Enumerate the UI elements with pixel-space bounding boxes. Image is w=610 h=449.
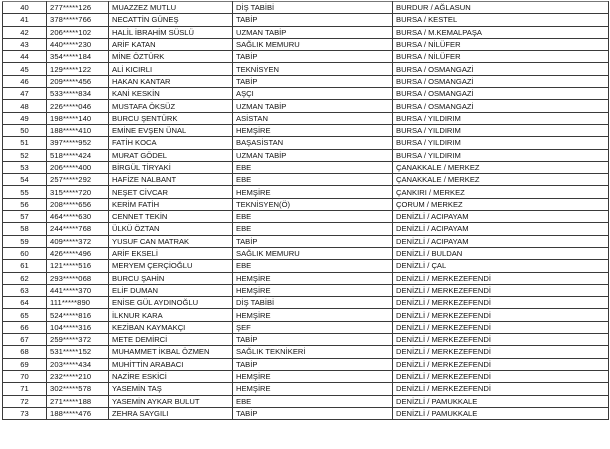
table-row xyxy=(3,26,609,38)
row-number-cell: 72 xyxy=(3,395,47,407)
row-number-cell: 57 xyxy=(3,211,47,223)
id-number-cell: 426*****496 xyxy=(47,247,109,259)
full-name-cell: METE DEMİRCİ xyxy=(109,334,233,346)
location-cell: DENİZLİ / MERKEZEFENDİ xyxy=(393,297,609,309)
job-title-cell: TEKNİSYEN(Ö) xyxy=(233,198,393,210)
full-name-cell: HALİL İBRAHİM SÜSLÜ xyxy=(109,26,233,38)
table-row xyxy=(3,137,609,149)
job-title-cell: HEMŞİRE xyxy=(233,124,393,136)
location-cell: DENİZLİ / MERKEZEFENDİ xyxy=(393,334,609,346)
row-number-cell: 69 xyxy=(3,358,47,370)
location-cell: ÇANAKKALE / MERKEZ xyxy=(393,161,609,173)
id-number-cell: 206*****400 xyxy=(47,161,109,173)
id-number-cell: 209*****456 xyxy=(47,75,109,87)
table-row xyxy=(3,14,609,26)
location-cell: DENİZLİ / MERKEZEFENDİ xyxy=(393,370,609,382)
job-title-cell: UZMAN TABİP xyxy=(233,100,393,112)
full-name-cell: YASEMİN AYKAR BULUT xyxy=(109,395,233,407)
id-number-cell: 121*****516 xyxy=(47,260,109,272)
table-row xyxy=(3,38,609,50)
id-number-cell: 518*****424 xyxy=(47,149,109,161)
full-name-cell: BURCU ŞAHİN xyxy=(109,272,233,284)
id-number-cell: 378*****766 xyxy=(47,14,109,26)
row-number-cell: 42 xyxy=(3,26,47,38)
id-number-cell: 315*****720 xyxy=(47,186,109,198)
id-number-cell: 226*****046 xyxy=(47,100,109,112)
row-number-cell: 50 xyxy=(3,124,47,136)
row-number-cell: 49 xyxy=(3,112,47,124)
job-title-cell: HEMŞİRE xyxy=(233,383,393,395)
row-number-cell: 71 xyxy=(3,383,47,395)
location-cell: DENİZLİ / ÇAL xyxy=(393,260,609,272)
row-number-cell: 51 xyxy=(3,137,47,149)
full-name-cell: BURCU ŞENTÜRK xyxy=(109,112,233,124)
row-number-cell: 41 xyxy=(3,14,47,26)
id-number-cell: 531*****152 xyxy=(47,346,109,358)
table-row xyxy=(3,383,609,395)
id-number-cell: 244*****768 xyxy=(47,223,109,235)
location-cell: ÇANKIRI / MERKEZ xyxy=(393,186,609,198)
id-number-cell: 208*****656 xyxy=(47,198,109,210)
table-row xyxy=(3,235,609,247)
table-row xyxy=(3,407,609,419)
full-name-cell: KANİ KESKİN xyxy=(109,88,233,100)
full-name-cell: CENNET TEKİN xyxy=(109,211,233,223)
personnel-table xyxy=(2,1,609,420)
id-number-cell: 257*****292 xyxy=(47,174,109,186)
job-title-cell: EBE xyxy=(233,161,393,173)
location-cell: DENİZLİ / MERKEZEFENDİ xyxy=(393,383,609,395)
full-name-cell: ÜLKÜ ÖZTAN xyxy=(109,223,233,235)
id-number-cell: 198*****140 xyxy=(47,112,109,124)
full-name-cell: NEŞET CİVCAR xyxy=(109,186,233,198)
table-row xyxy=(3,395,609,407)
job-title-cell: DİŞ TABİBİ xyxy=(233,2,393,14)
location-cell: DENİZLİ / ACIPAYAM xyxy=(393,235,609,247)
table-row xyxy=(3,75,609,87)
location-cell: BURSA / NİLÜFER xyxy=(393,38,609,50)
job-title-cell: EBE xyxy=(233,260,393,272)
job-title-cell: SAĞLIK MEMURU xyxy=(233,38,393,50)
table-row xyxy=(3,198,609,210)
table-row xyxy=(3,321,609,333)
location-cell: BURSA / OSMANGAZİ xyxy=(393,63,609,75)
document-page xyxy=(0,1,610,420)
location-cell: BURDUR / AĞLASUN xyxy=(393,2,609,14)
row-number-cell: 43 xyxy=(3,38,47,50)
table-row xyxy=(3,346,609,358)
id-number-cell: 464*****630 xyxy=(47,211,109,223)
table-row xyxy=(3,297,609,309)
location-cell: DENİZLİ / PAMUKKALE xyxy=(393,407,609,419)
full-name-cell: ZEHRA SAYGILI xyxy=(109,407,233,419)
table-row xyxy=(3,247,609,259)
job-title-cell: BAŞASİSTAN xyxy=(233,137,393,149)
location-cell: DENİZLİ / ACIPAYAM xyxy=(393,211,609,223)
row-number-cell: 48 xyxy=(3,100,47,112)
row-number-cell: 62 xyxy=(3,272,47,284)
location-cell: BURSA / NİLÜFER xyxy=(393,51,609,63)
full-name-cell: MUHİTTİN ARABACI xyxy=(109,358,233,370)
id-number-cell: 206*****102 xyxy=(47,26,109,38)
job-title-cell: TABİP xyxy=(233,358,393,370)
row-number-cell: 40 xyxy=(3,2,47,14)
full-name-cell: ARİF KATAN xyxy=(109,38,233,50)
full-name-cell: HAFİZE NALBANT xyxy=(109,174,233,186)
row-number-cell: 67 xyxy=(3,334,47,346)
table-row xyxy=(3,112,609,124)
row-number-cell: 52 xyxy=(3,149,47,161)
id-number-cell: 354*****184 xyxy=(47,51,109,63)
row-number-cell: 47 xyxy=(3,88,47,100)
table-row xyxy=(3,88,609,100)
location-cell: DENİZLİ / ACIPAYAM xyxy=(393,223,609,235)
location-cell: DENİZLİ / MERKEZEFENDİ xyxy=(393,309,609,321)
full-name-cell: HAKAN KANTAR xyxy=(109,75,233,87)
full-name-cell: MERYEM ÇERÇİOĞLU xyxy=(109,260,233,272)
job-title-cell: UZMAN TABİP xyxy=(233,26,393,38)
full-name-cell: MUSTAFA ÖKSÜZ xyxy=(109,100,233,112)
job-title-cell: HEMŞİRE xyxy=(233,284,393,296)
full-name-cell: ARİF EKSELİ xyxy=(109,247,233,259)
row-number-cell: 53 xyxy=(3,161,47,173)
full-name-cell: BİRGÜL TİRYAKİ xyxy=(109,161,233,173)
table-row xyxy=(3,149,609,161)
job-title-cell: EBE xyxy=(233,174,393,186)
job-title-cell: AŞÇI xyxy=(233,88,393,100)
row-number-cell: 73 xyxy=(3,407,47,419)
location-cell: DENİZLİ / MERKEZEFENDİ xyxy=(393,358,609,370)
job-title-cell: ASİSTAN xyxy=(233,112,393,124)
location-cell: BURSA / M.KEMALPAŞA xyxy=(393,26,609,38)
id-number-cell: 129*****122 xyxy=(47,63,109,75)
job-title-cell: HEMŞİRE xyxy=(233,370,393,382)
row-number-cell: 68 xyxy=(3,346,47,358)
table-row xyxy=(3,334,609,346)
full-name-cell: MUHAMMET İKBAL ÖZMEN xyxy=(109,346,233,358)
row-number-cell: 55 xyxy=(3,186,47,198)
full-name-cell: KERİM FATİH xyxy=(109,198,233,210)
location-cell: BURSA / YILDIRIM xyxy=(393,124,609,136)
location-cell: DENİZLİ / PAMUKKALE xyxy=(393,395,609,407)
job-title-cell: UZMAN TABİP xyxy=(233,149,393,161)
location-cell: ÇANAKKALE / MERKEZ xyxy=(393,174,609,186)
location-cell: DENİZLİ / MERKEZEFENDİ xyxy=(393,272,609,284)
row-number-cell: 45 xyxy=(3,63,47,75)
row-number-cell: 56 xyxy=(3,198,47,210)
job-title-cell: TABİP xyxy=(233,235,393,247)
id-number-cell: 259*****372 xyxy=(47,334,109,346)
id-number-cell: 441*****370 xyxy=(47,284,109,296)
location-cell: BURSA / KESTEL xyxy=(393,14,609,26)
row-number-cell: 60 xyxy=(3,247,47,259)
full-name-cell: YASEMİN TAŞ xyxy=(109,383,233,395)
job-title-cell: EBE xyxy=(233,211,393,223)
job-title-cell: ŞEF xyxy=(233,321,393,333)
full-name-cell: ALİ KICIRLI xyxy=(109,63,233,75)
row-number-cell: 61 xyxy=(3,260,47,272)
table-row xyxy=(3,161,609,173)
full-name-cell: MUAZZEZ MUTLU xyxy=(109,2,233,14)
row-number-cell: 64 xyxy=(3,297,47,309)
location-cell: DENİZLİ / MERKEZEFENDİ xyxy=(393,346,609,358)
table-row xyxy=(3,284,609,296)
location-cell: DENİZLİ / BULDAN xyxy=(393,247,609,259)
row-number-cell: 63 xyxy=(3,284,47,296)
table-row xyxy=(3,223,609,235)
location-cell: BURSA / OSMANGAZİ xyxy=(393,100,609,112)
id-number-cell: 277*****126 xyxy=(47,2,109,14)
full-name-cell: FATİH KOCA xyxy=(109,137,233,149)
id-number-cell: 524*****816 xyxy=(47,309,109,321)
job-title-cell: DİŞ TABİBİ xyxy=(233,297,393,309)
full-name-cell: MİNE ÖZTÜRK xyxy=(109,51,233,63)
job-title-cell: SAĞLIK TEKNİKERİ xyxy=(233,346,393,358)
id-number-cell: 409*****372 xyxy=(47,235,109,247)
row-number-cell: 54 xyxy=(3,174,47,186)
id-number-cell: 293*****068 xyxy=(47,272,109,284)
row-number-cell: 65 xyxy=(3,309,47,321)
job-title-cell: TABİP xyxy=(233,407,393,419)
full-name-cell: KEZİBAN KAYMAKÇI xyxy=(109,321,233,333)
row-number-cell: 44 xyxy=(3,51,47,63)
table-row xyxy=(3,370,609,382)
full-name-cell: NAZİRE ESKİCİ xyxy=(109,370,233,382)
job-title-cell: EBE xyxy=(233,223,393,235)
location-cell: BURSA / YILDIRIM xyxy=(393,149,609,161)
table-row xyxy=(3,2,609,14)
table-row xyxy=(3,63,609,75)
job-title-cell: TEKNİSYEN xyxy=(233,63,393,75)
job-title-cell: HEMŞİRE xyxy=(233,309,393,321)
id-number-cell: 188*****410 xyxy=(47,124,109,136)
job-title-cell: TABİP xyxy=(233,75,393,87)
id-number-cell: 203*****434 xyxy=(47,358,109,370)
table-row xyxy=(3,272,609,284)
full-name-cell: NECATTİN GÜNEŞ xyxy=(109,14,233,26)
row-number-cell: 58 xyxy=(3,223,47,235)
location-cell: BURSA / YILDIRIM xyxy=(393,112,609,124)
row-number-cell: 46 xyxy=(3,75,47,87)
job-title-cell: HEMŞİRE xyxy=(233,272,393,284)
id-number-cell: 440*****230 xyxy=(47,38,109,50)
job-title-cell: SAĞLIK MEMURU xyxy=(233,247,393,259)
location-cell: DENİZLİ / MERKEZEFENDİ xyxy=(393,284,609,296)
full-name-cell: MURAT GÖDEL xyxy=(109,149,233,161)
id-number-cell: 104*****316 xyxy=(47,321,109,333)
table-row xyxy=(3,100,609,112)
full-name-cell: EMİNE EVŞEN ÜNAL xyxy=(109,124,233,136)
table-row xyxy=(3,260,609,272)
table-row xyxy=(3,186,609,198)
job-title-cell: HEMŞİRE xyxy=(233,186,393,198)
table-row xyxy=(3,358,609,370)
location-cell: ÇORUM / MERKEZ xyxy=(393,198,609,210)
full-name-cell: ELİF DUMAN xyxy=(109,284,233,296)
id-number-cell: 397*****952 xyxy=(47,137,109,149)
personnel-table-body xyxy=(3,2,609,420)
row-number-cell: 70 xyxy=(3,370,47,382)
id-number-cell: 271*****188 xyxy=(47,395,109,407)
full-name-cell: ENİSE GÜL AYDINOĞLU xyxy=(109,297,233,309)
location-cell: BURSA / OSMANGAZİ xyxy=(393,88,609,100)
job-title-cell: TABİP xyxy=(233,51,393,63)
id-number-cell: 188*****476 xyxy=(47,407,109,419)
location-cell: BURSA / YILDIRIM xyxy=(393,137,609,149)
job-title-cell: TABİP xyxy=(233,334,393,346)
location-cell: DENİZLİ / MERKEZEFENDİ xyxy=(393,321,609,333)
row-number-cell: 59 xyxy=(3,235,47,247)
table-row xyxy=(3,211,609,223)
job-title-cell: TABİP xyxy=(233,14,393,26)
id-number-cell: 302*****578 xyxy=(47,383,109,395)
id-number-cell: 111*****890 xyxy=(47,297,109,309)
table-row xyxy=(3,51,609,63)
table-row xyxy=(3,174,609,186)
row-number-cell: 66 xyxy=(3,321,47,333)
table-row xyxy=(3,309,609,321)
id-number-cell: 232*****210 xyxy=(47,370,109,382)
full-name-cell: İLKNUR KARA xyxy=(109,309,233,321)
table-row xyxy=(3,124,609,136)
id-number-cell: 533*****834 xyxy=(47,88,109,100)
job-title-cell: EBE xyxy=(233,395,393,407)
full-name-cell: YUSUF CAN MATRAK xyxy=(109,235,233,247)
location-cell: BURSA / OSMANGAZİ xyxy=(393,75,609,87)
